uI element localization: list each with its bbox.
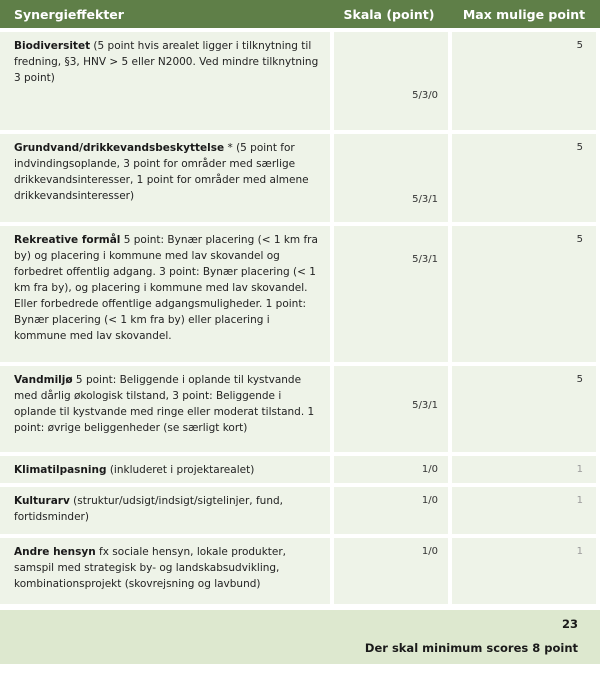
- row-text: (struktur/udsigt/indsigt/sigtelinjer, fund, fortidsminder): [14, 495, 283, 523]
- row-title: Kulturarv: [14, 495, 70, 507]
- row-scale: 5/3/1: [412, 194, 438, 205]
- row-text: (5 point hvis arealet ligger i tilknytning til fredning, §3, HNV > 5 eller N2000. Ved mindre tilknytning 3 point): [14, 40, 319, 84]
- row-max-cell: [452, 487, 596, 534]
- row-scale: 5/3/1: [412, 254, 438, 265]
- table-header: [0, 0, 600, 28]
- header-synergieffekter: Synergieffekter: [14, 6, 124, 22]
- row-scale-cell: [334, 32, 448, 130]
- row-description: [0, 134, 330, 222]
- row-description: [0, 226, 330, 362]
- total-points: 23: [561, 617, 578, 631]
- row-max: 1: [576, 495, 583, 506]
- row-text: 5 point: Bynær placering (< 1 km fra by) og placering i kommune med lav skovandel og forbedret offentlig adgang. 3 point: Bynær placering (< 1 km fra by), og placering i kommune med lav skovandel. Eller forbedrede offentlige adgangsmuligheder. 1 point: Bynær placering (< 1 km fra by) eller placering i kommune med lav skovandel.: [14, 234, 318, 342]
- table-row-vandmiljo: [0, 366, 600, 452]
- row-scale-cell: [334, 456, 448, 483]
- row-title: Andre hensyn: [14, 546, 96, 558]
- table-row-klimatilpasning: [0, 456, 600, 483]
- table-row-andre-hensyn: [0, 538, 600, 604]
- row-max: 5: [576, 374, 583, 385]
- summary-band: [0, 610, 600, 664]
- table-row-grundvand: [0, 134, 600, 222]
- table-row-biodiversitet: [0, 32, 600, 130]
- row-title: Vandmiljø: [14, 374, 73, 386]
- row-scale-cell: [334, 134, 448, 222]
- row-scale-cell: [334, 487, 448, 534]
- row-scale: 5/3/1: [412, 400, 438, 411]
- table-row-rekreative: [0, 226, 600, 362]
- row-scale-cell: [334, 538, 448, 604]
- row-title: Grundvand/drikkevandsbeskyttelse: [14, 142, 225, 154]
- row-max-cell: [452, 134, 596, 222]
- row-max: 5: [576, 40, 583, 51]
- row-text: (inkluderet i projektarealet): [106, 464, 255, 476]
- row-max-cell: [452, 32, 596, 130]
- row-scale-cell: [334, 366, 448, 452]
- table-row-kulturarv: [0, 487, 600, 534]
- row-scale-cell: [334, 226, 448, 362]
- row-description: [0, 366, 330, 452]
- row-title: Rekreative formål: [14, 234, 121, 246]
- row-text: * (5 point for indvindingsoplande, 3 point for områder med særlige drikkevandsinteresser, 1 point for områder med almene drikkevandsinteresser): [14, 142, 309, 202]
- row-max-cell: [452, 538, 596, 604]
- row-max-cell: [452, 226, 596, 362]
- row-max-cell: [452, 366, 596, 452]
- row-description: [0, 487, 330, 534]
- row-scale: 5/3/0: [412, 90, 438, 101]
- row-description: [0, 32, 330, 130]
- row-scale: 1/0: [421, 495, 438, 506]
- header-skala: Skala (point): [343, 6, 435, 22]
- row-description: [0, 538, 330, 604]
- row-title: Klimatilpasning: [14, 464, 107, 476]
- header-max-point: Max mulige point: [462, 6, 586, 22]
- row-title: Biodiversitet: [14, 40, 91, 52]
- row-max: 1: [576, 546, 583, 557]
- row-max: 5: [576, 142, 583, 153]
- row-max: 1: [576, 464, 583, 475]
- row-text: fx sociale hensyn, lokale produkter, samspil med strategisk by- og landskabsudvikling, kombinationsprojekt (skovrejsning og lavbund): [14, 546, 287, 590]
- minimum-score-note: Der skal minimum scores 8 point: [364, 641, 578, 655]
- row-description: [0, 456, 330, 483]
- row-scale: 1/0: [421, 546, 438, 557]
- row-max-cell: [452, 456, 596, 483]
- row-scale: 1/0: [421, 464, 438, 475]
- row-text: 5 point: Beliggende i oplande til kystvande med dårlig økologisk tilstand, 3 point: Beliggende i oplande til kystvande med ringe eller moderat tilstand. 1 point: øvrige beliggenheder (se særligt kort): [14, 374, 315, 434]
- row-max: 5: [576, 234, 583, 245]
